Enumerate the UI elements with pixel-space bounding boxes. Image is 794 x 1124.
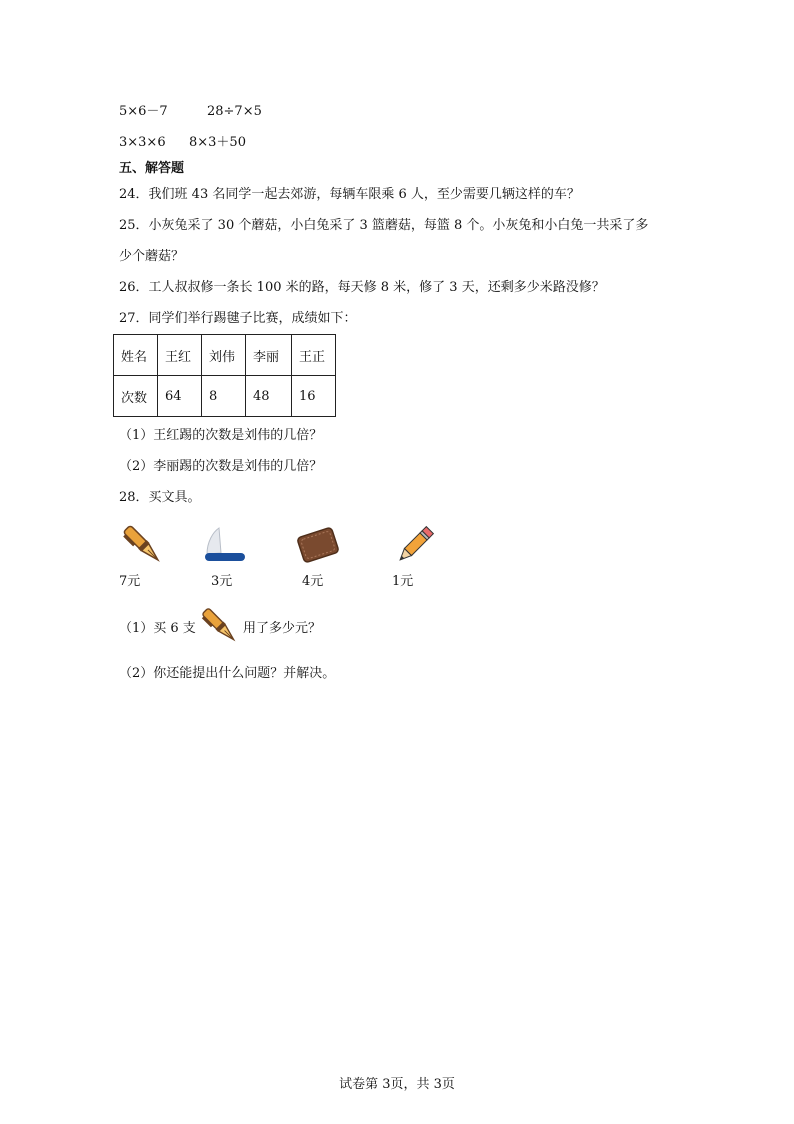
- table-cell: 李丽: [246, 335, 292, 376]
- question-28: 28．买文具。: [119, 490, 201, 505]
- question-27: 27．同学们举行踢毽子比赛，成绩如下：: [119, 311, 357, 326]
- fountain-pen-icon: [119, 522, 167, 568]
- question-28-sub1: [119, 620, 196, 638]
- wallet-icon: [294, 522, 342, 568]
- calc-row-1: [119, 103, 262, 121]
- item-price: 4元: [302, 574, 324, 589]
- score-table: [113, 334, 336, 417]
- pencil-icon: [392, 522, 438, 568]
- table-cell: 姓名: [114, 335, 158, 376]
- table-cell: 64: [158, 376, 202, 417]
- calc-expr: 3×3×6: [119, 135, 166, 150]
- table-cell: 王正: [292, 335, 336, 376]
- item-fountain-pen: [119, 522, 167, 589]
- pencil-knife-icon: [203, 522, 247, 568]
- fountain-pen-icon: [198, 604, 242, 648]
- table-cell: 8: [202, 376, 246, 417]
- question-28-sub2: （2）你还能提出什么问题？并解决。: [119, 666, 336, 681]
- table-cell: 刘伟: [202, 335, 246, 376]
- table-row: [114, 335, 336, 376]
- table-cell: 王红: [158, 335, 202, 376]
- question-28-sub1-after: 用了多少元？: [243, 621, 322, 636]
- calc-row-2: [119, 134, 246, 152]
- item-pencil-knife: [203, 522, 247, 589]
- table-cell: 次数: [114, 376, 158, 417]
- calc-expr: 5×6－7: [119, 104, 168, 119]
- question-24: 24．我们班 43 名同学一起去郊游，每辆车限乘 6 人，至少需要几辆这样的车？: [119, 187, 580, 202]
- item-wallet: [294, 522, 342, 589]
- item-price: 3元: [211, 574, 233, 589]
- item-pencil: [392, 522, 438, 589]
- question-25: 25．小灰兔采了 30 个蘑菇，小白兔采了 3 篮蘑菇，每篮 8 个。小灰兔和小白兔一共采了多: [119, 218, 649, 233]
- item-price: 1元: [392, 574, 414, 589]
- item-price: 7元: [119, 574, 141, 589]
- calc-expr: 8×3＋50: [189, 135, 246, 150]
- table-row: [114, 376, 336, 417]
- question-26: 26．工人叔叔修一条长 100 米的路，每天修 8 米，修了 3 天，还剩多少米路没修？: [119, 280, 605, 295]
- table-cell: 16: [292, 376, 336, 417]
- calc-expr: 28÷7×5: [207, 104, 262, 119]
- question-25-cont: 少个蘑菇？: [119, 249, 185, 264]
- question-27-sub2: （2）李丽踢的次数是刘伟的几倍？: [119, 459, 323, 474]
- table-cell: 48: [246, 376, 292, 417]
- section-title: 五、解答题: [119, 161, 185, 176]
- question-28-sub1-before: （1）买 6 支: [119, 621, 196, 636]
- page-footer: 试卷第 3页，共 3页: [339, 1077, 455, 1092]
- question-27-sub1: （1）王红踢的次数是刘伟的几倍？: [119, 428, 323, 443]
